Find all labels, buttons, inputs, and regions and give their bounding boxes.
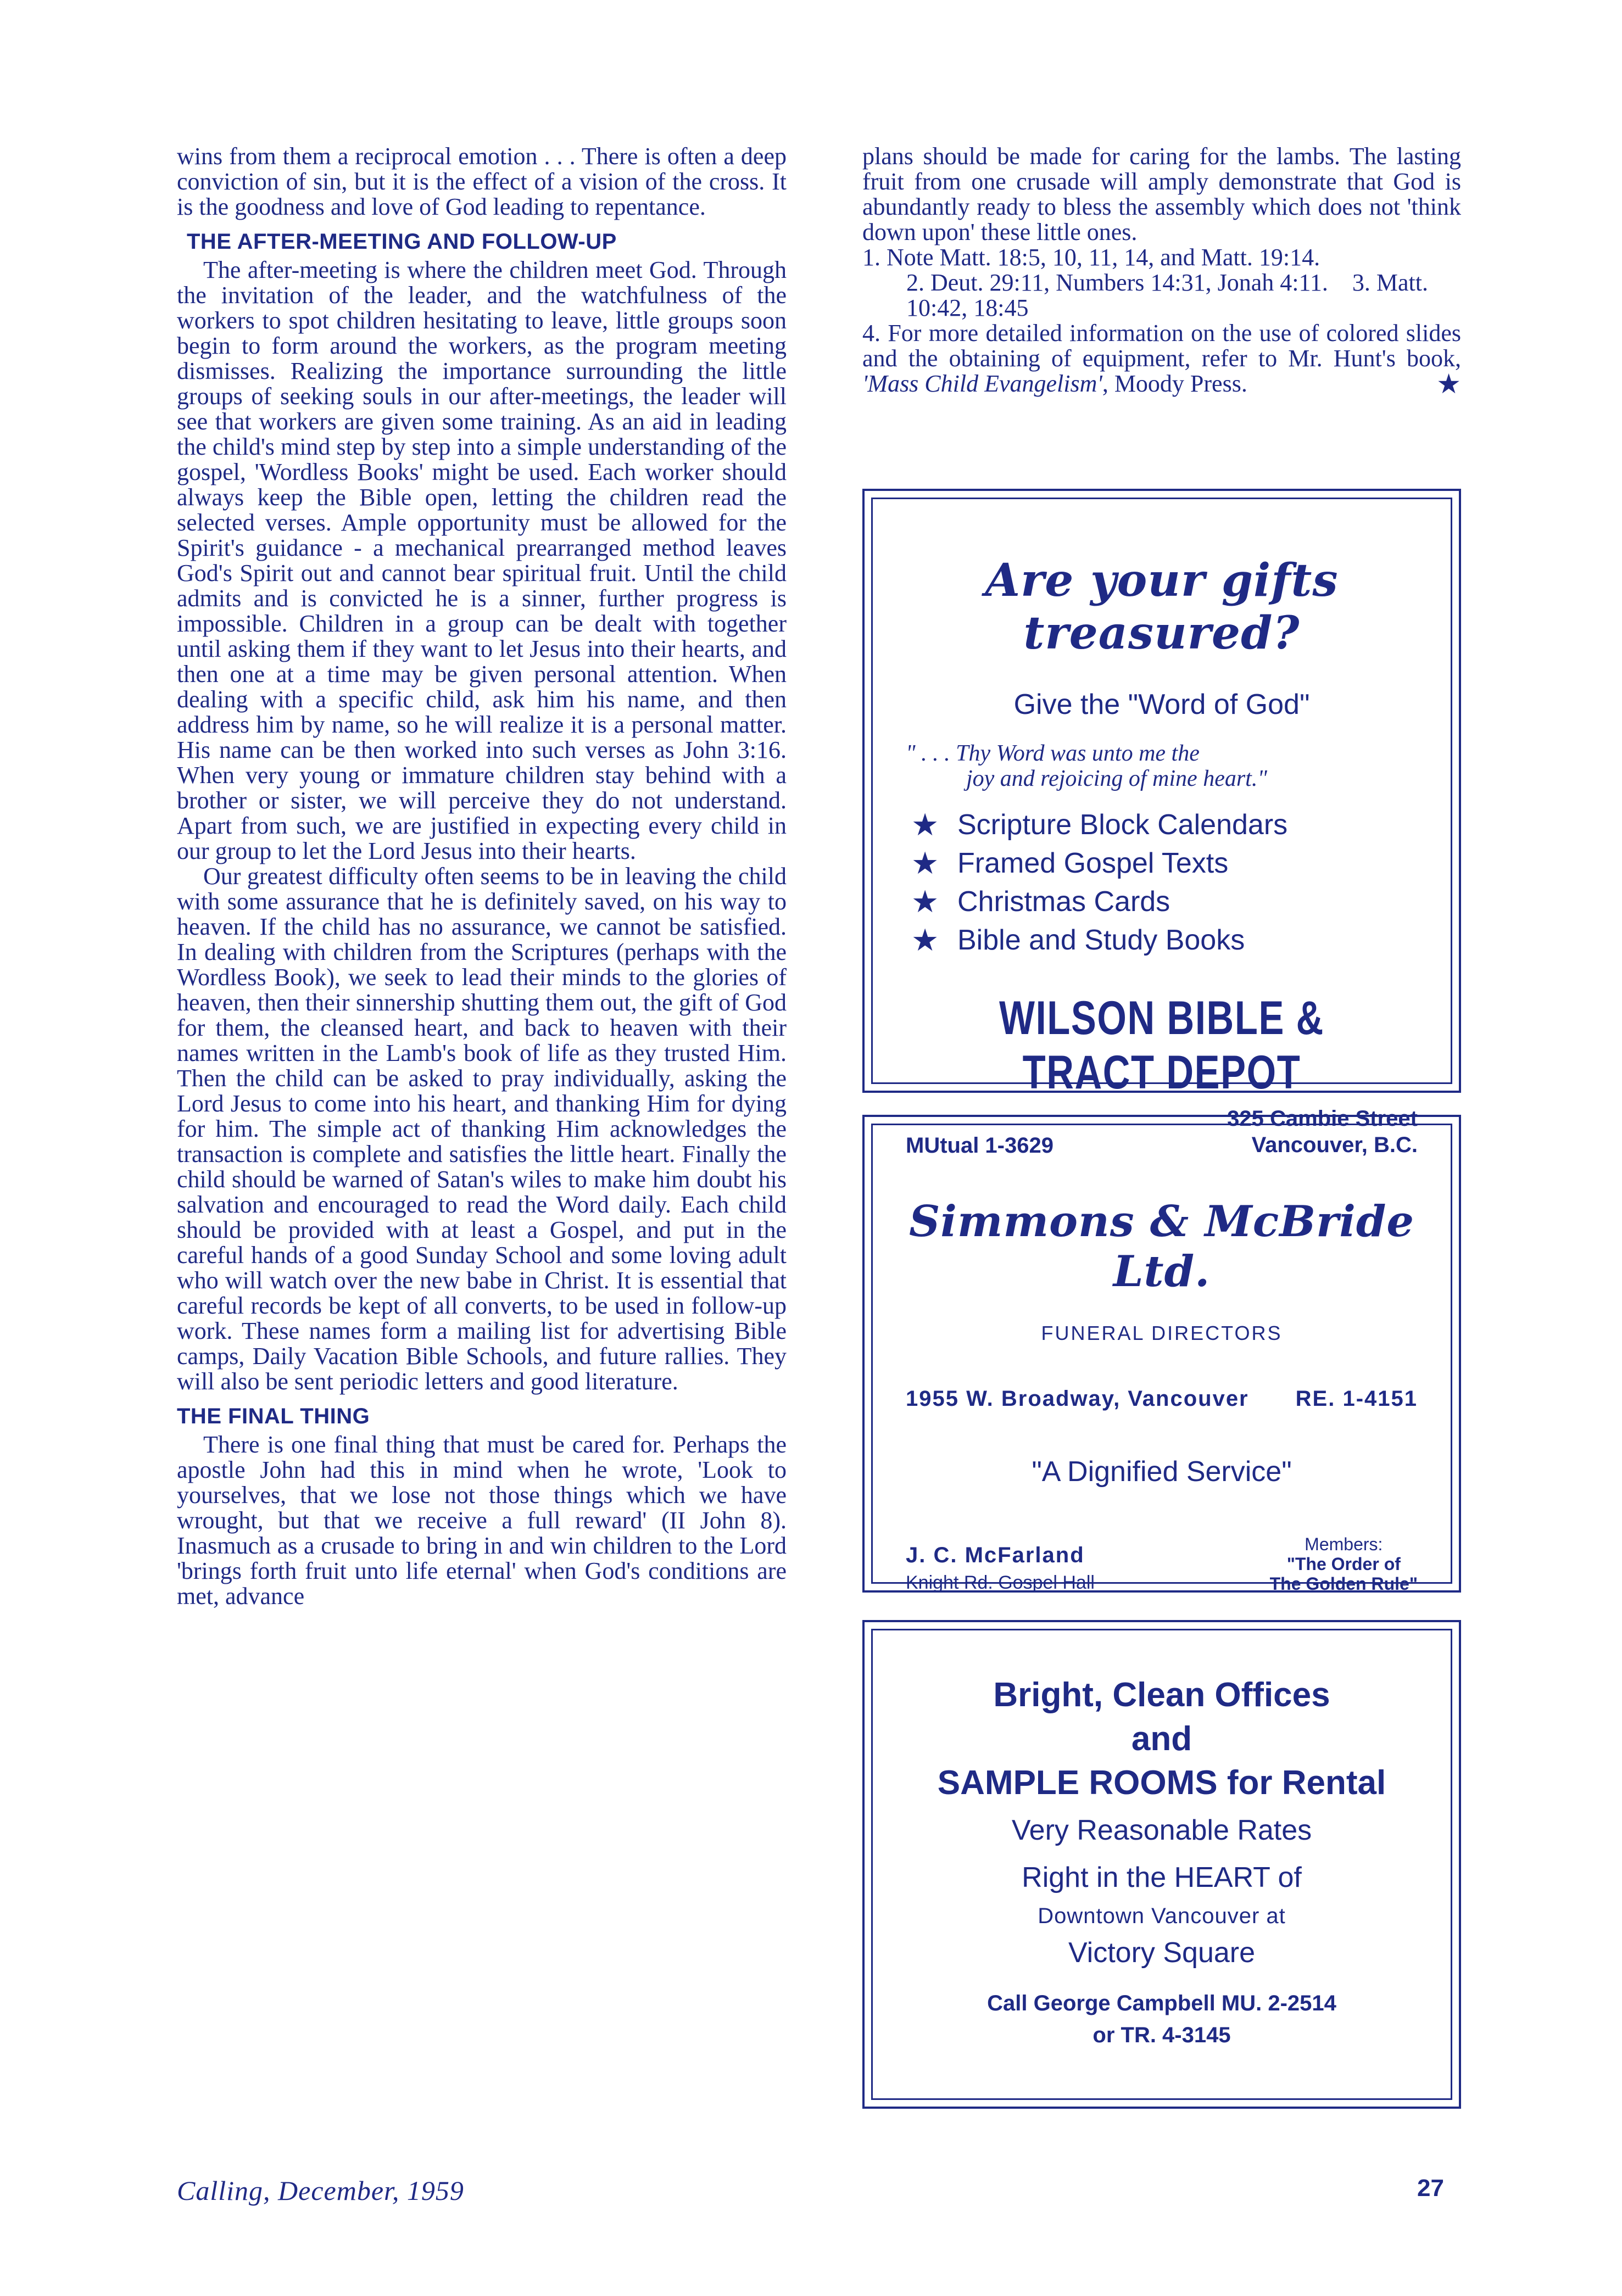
membership-label: Members: — [1305, 1534, 1383, 1554]
business-slogan: "A Dignified Service" — [1032, 1456, 1292, 1488]
list-item — [911, 882, 1451, 921]
footnote-text: , Moody Press. — [1102, 370, 1247, 397]
street-address: 1955 W. Broadway, Vancouver — [906, 1387, 1249, 1411]
city-line: Vancouver, B.C. — [1251, 1133, 1418, 1157]
body-paragraph: plans should be made for caring for the lambs. The lasting fruit from one crusade will amply demonstrate that God is abundantly ready to bless the assembly which does not 'think down upon' these little ones. — [862, 143, 1461, 245]
ad-text-line: Very Reasonable Rates — [1011, 1814, 1312, 1846]
footer-issue: Calling, December, 1959 — [177, 2175, 464, 2206]
business-address — [906, 1387, 1418, 1411]
star-icon: ★ — [911, 846, 939, 880]
ad-text-line: Downtown Vancouver at — [1038, 1904, 1286, 1928]
membership-line: "The Order of — [1286, 1554, 1401, 1574]
ad-headline: SAMPLE ROOMS for Rental — [937, 1764, 1386, 1802]
person-affiliation: Knight Rd. Gospel Hall — [906, 1572, 1095, 1593]
ad-simmons-mcbride — [862, 1115, 1461, 1593]
list-item — [911, 806, 1451, 844]
footnote-text: 3. Matt. 10:42, 18:45 — [906, 269, 1429, 321]
business-name: WILSON BIBLE & TRACT DEPOT — [999, 992, 1324, 1099]
ad-headline: Are your gifts treasured? — [985, 554, 1339, 660]
product-list — [873, 806, 1451, 959]
contact-person — [906, 1543, 1095, 1594]
membership-line: The Golden Rule" — [1269, 1574, 1418, 1594]
street-line: 325 Cambie Street — [1227, 1107, 1418, 1131]
right-column — [862, 143, 1461, 399]
contact-line: or TR. 4-3145 — [1093, 2023, 1231, 2047]
ad-headline: and — [1131, 1720, 1192, 1758]
ad-headline: Bright, Clean Offices — [993, 1676, 1330, 1714]
phone-number: MUtual 1-3629 — [906, 1133, 1054, 1158]
footnote-text: 2. Deut. 29:11, Numbers 14:31, Jonah 4:11. — [906, 269, 1328, 296]
ad-text-line: Victory Square — [1068, 1937, 1256, 1969]
business-name: Simmons & McBride Ltd. — [908, 1197, 1415, 1297]
phone-number: RE. 1-4151 — [1295, 1387, 1418, 1411]
contact-line: Call George Campbell MU. 2-2514 — [987, 1991, 1336, 2015]
list-item-label: Scripture Block Calendars — [957, 809, 1288, 841]
body-paragraph: There is one final thing that must be cared for. Perhaps the apostle John had this in mind when he wrote, 'Look to yourselves, that we lose not those things which we have wrought, but that we receive a full reward' (II John 8). Inasmuch as a crusade to bring in and win children to the Lord 'brings forth fruit unto life eternal' when God's conditions are met, advance — [177, 1431, 787, 1610]
ad-text-line: Right in the HEART of — [1022, 1862, 1302, 1893]
quote-line: joy and rejoicing of mine heart." — [966, 766, 1267, 791]
left-column — [177, 144, 787, 1609]
ad-subhead: Give the "Word of God" — [1013, 689, 1310, 720]
ad-office-rental — [862, 1620, 1461, 2109]
list-item-label: Framed Gospel Texts — [957, 847, 1229, 879]
ad-inner-border — [871, 1629, 1452, 2100]
footnote: 1. Note Matt. 18:5, 10, 11, 14, and Matt. 19:14. — [862, 244, 1320, 271]
list-item-label: Bible and Study Books — [957, 924, 1245, 956]
ad-inner-border — [871, 498, 1452, 1158]
body-paragraph: The after-meeting is where the children meet God. Through the invitation of the leader, and the watchfulness of the workers to spot children hesitating to leave, little groups soon begin to form around the workers, as the program meeting dismisses. Realizing the importance surrounding the little groups of seeking souls in our after-meetings, the leader will see that workers are given some training. As an aid in leading the child's mind step by step into a simple understanding of the gospel, 'Wordless Books' might be used. Each worker should always keep the Bible open, letting the children read the selected verses. Ample opportunity must be allowed for the Spirit's guidance - a mechanical prearranged method leaves God's Spirit out and cannot bear spiritual fruit. Until the child admits and is convicted he is a sinner, further progress is impossible. Children in a group can be dealt with together until asking them if they want to let Jesus into their hearts, and then one at a time may be given personal attention. When dealing with a specific child, ask him his name, and then address him by name, so he will realize it is a personal matter. His name can be then worked into such verses as John 3:16. When very young or immature children stay behind with a brother or sister, we will perceive they do not understand. Apart from such, we are justified in expecting every child in our group to let the Lord Jesus into their hearts. — [177, 256, 787, 864]
ad-inner-border — [871, 1124, 1452, 1594]
book-title: 'Mass Child Evangelism' — [862, 370, 1102, 397]
footnote — [862, 270, 1461, 321]
list-item — [911, 844, 1451, 882]
body-paragraph: wins from them a reciprocal emotion . . . There is often a deep conviction of sin, but it is the effect of a vision of the cross. It is the goodness and love of God leading to repentance. — [177, 143, 787, 220]
star-icon: ★ — [911, 807, 939, 842]
footnote-text: 4. For more detailed information on the use of colored slides and the obtaining of equipment, refer to Mr. Hunt's book, — [862, 320, 1461, 372]
ad-wilson-bible-depot — [862, 489, 1461, 1158]
body-paragraph: Our greatest difficulty often seems to be in leaving the child with some assurance that he is definitely saved, on his way to heaven. If the child has no assurance, we cannot be satisfied. In dealing with children from the Scriptures (perhaps with the Wordless Book), we seek to lead their minds to the glories of heaven, then their sinnership shutting them out, the gift of God for them, the cleansed heart, and back to heaven with their names written in the Lamb's book of life as they trusted Him. Then the child can be asked to pray individually, asking the Lord Jesus to come into his heart, and thanking Him for dying for him. The simple act of thanking Him acknowledges the transaction is complete and satisfies the little heart. Finally the child should be warned of Satan's wiles to make him doubt his salvation and encouraged to read the Word daily. Each child should be provided with at least a Gospel, and put in the careful hands of a good Sunday School and some loving adult who will watch over the new babe in Christ. It is essential that careful records be kept of all converts, to be used in follow-up work. These names form a mailing list for advertising Bible camps, Daily Vacation Bible Schools, and future rallies. They will also be sent periodic letters and good literature. — [177, 863, 787, 1395]
section-heading-final-thing: THE FINAL THING — [177, 1404, 370, 1428]
scripture-quote — [906, 741, 1418, 791]
business-tagline: FUNERAL DIRECTORS — [1041, 1322, 1283, 1344]
membership — [1270, 1534, 1418, 1594]
quote-line: " . . . Thy Word was unto me the — [906, 741, 1200, 766]
star-icon: ★ — [911, 923, 939, 957]
list-item — [911, 921, 1451, 959]
star-icon: ★ — [911, 884, 939, 919]
footnotes — [862, 244, 1461, 399]
business-details — [906, 1534, 1418, 1594]
section-heading-after-meeting: THE AFTER-MEETING AND FOLLOW-UP — [187, 230, 617, 254]
end-star-icon: ★ — [1436, 368, 1461, 399]
list-item-label: Christmas Cards — [957, 886, 1170, 918]
person-name: J. C. McFarland — [906, 1543, 1085, 1567]
page-number: 27 — [1417, 2175, 1444, 2202]
